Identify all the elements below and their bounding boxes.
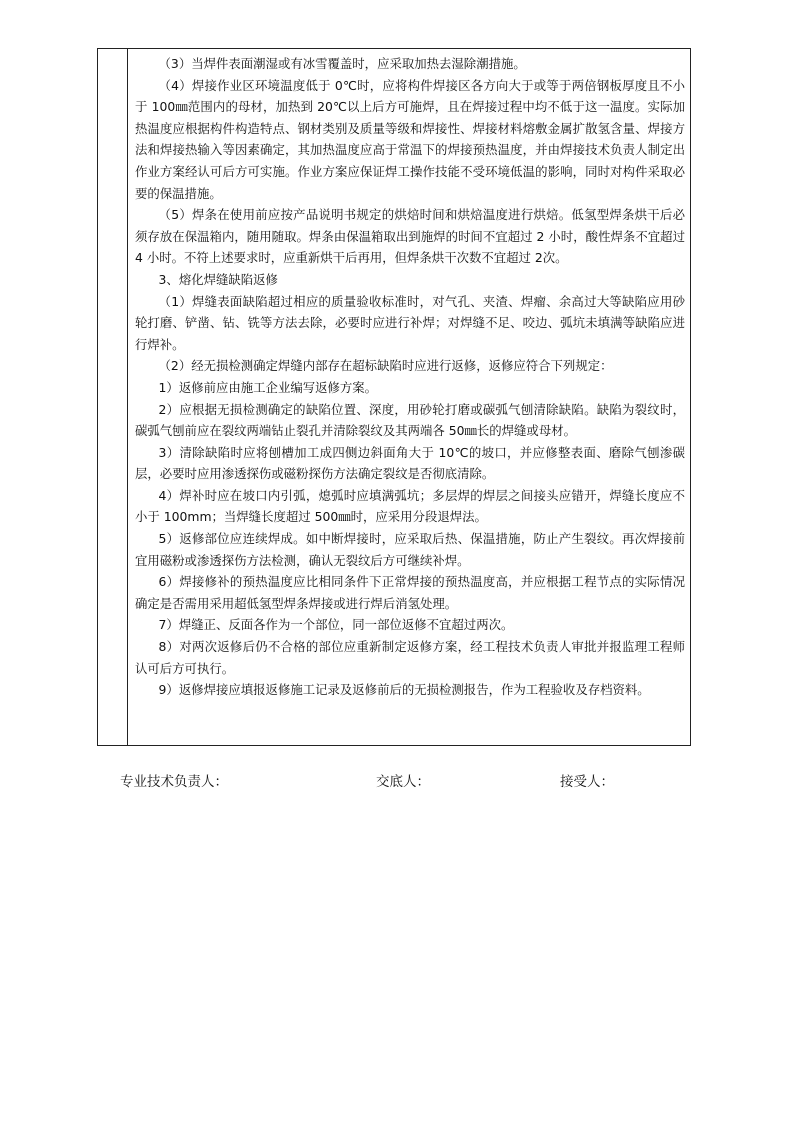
tech-lead-label: 专业技术负责人： [120, 774, 228, 790]
disclosure-table [97, 48, 691, 746]
section-heading: 3、熔化焊缝缺陷返修 [158, 271, 278, 287]
paragraph-surface-moisture: （3）当焊件表面潮湿或有冰雪覆盖时，应采取加热去湿除潮措施。 [158, 56, 526, 71]
presenter-label: 交底人： [376, 774, 430, 790]
paragraph-surface-defects: （1）焊缝表面缺陷超过相应的质量验收标准时，对气孔、夹渣、焊瘤、余高过大等缺陷应用砂轮打磨、铲凿、钻、铣等方法去除，必要时应进行补焊；对焊缝不足、咬边、弧坑未填满等缺陷应进行焊补。 [135, 293, 685, 352]
rule-item-4: 4）焊补时应在坡口内引弧，熄弧时应填满弧坑；多层焊的焊层之间接头应错开，焊缝长度应不小于 100mm；当焊缝长度超过 500㎜时，应采用分段退焊法。 [135, 487, 685, 525]
rule-item-3: 3）清除缺陷时应将刨槽加工成四侧边斜面角大于 10℃的坡口，并应修整表面、磨除气刨渗碳层，必要时应用渗透探伤或磁粉探伤方法确定裂纹是否彻底清除。 [135, 444, 685, 482]
rule-item-5: 5）返修部位应连续焊成。如中断焊接时，应采取后热、保温措施，防止产生裂纹。再次焊接前宜用磁粉或渗透探伤方法检测，确认无裂纹后方可继续补焊。 [135, 531, 685, 568]
paragraph-low-temperature: （4）焊接作业区环境温度低于 0℃时，应将构件焊接区各方向大于或等于两倍钢板厚度且不小于 100㎜范围内的母材，加热到 20℃以上后方可施焊，且在焊接过程中均不低于这一温度。实际加热温度应根据构件构造特点、钢材类别及质量等级和焊接性、焊接材料熔敷金属扩散氢含量、焊接方法和焊接热输入等因素确定，其加热温度应高于常温下的焊接预热温度，并由焊接技术负责人制定出作业方案经认可后方可实施。作业方案应保证焊工操作技能不受环境低温的影响，同时对构件采取必要的保温措施。 [135, 77, 685, 201]
paragraph-electrode-baking: （5）焊条在使用前应按产品说明书规定的烘焙时间和烘焙温度进行烘焙。低氢型焊条烘干后必须存放在保温箱内，随用随取。焊条由保温箱取出到施焊的时间不宜超过 2 小时，酸性焊条不宜超过 4 小时。不符上述要求时，应重新烘干后再用，但焊条烘干次数不宜超过 2次。 [135, 207, 685, 266]
receiver-label: 接受人： [560, 774, 614, 790]
rule-item-6: 6）焊接修补的预热温度应比相同条件下正常焊接的预热温度高，并应根据工程节点的实际情况确定是否需用采用超低氢型焊条焊接或进行焊后消氢处理。 [135, 574, 685, 611]
table-content-cell [135, 53, 685, 701]
rule-item-1: 1）返修前应由施工企业编写返修方案。 [158, 379, 378, 395]
table-left-column [98, 49, 128, 745]
rule-item-8: 8）对两次返修后仍不合格的部位应重新制定返修方案，经工程技术负责人审批并报监理工程师认可后方可执行。 [135, 639, 685, 676]
rule-item-2: 2）应根据无损检测确定的缺陷位置、深度，用砂轮打磨或碳弧气刨清除缺陷。缺陷为裂纹时，碳弧气刨前应在裂纹两端钻止裂孔并清除裂纹及其两端各 50㎜长的焊缝或母材。 [135, 401, 685, 439]
rule-item-9: 9）返修焊接应填报返修施工记录及返修前后的无损检测报告，作为工程验收及存档资料。 [158, 682, 650, 698]
rule-item-7: 7）焊缝正、反面各作为一个部位，同一部位返修不宜超过两次。 [158, 617, 514, 633]
paragraph-internal-defects: （2）经无损检测确定焊缝内部存在超标缺陷时应进行返修，返修应符合下列规定： [158, 358, 613, 374]
